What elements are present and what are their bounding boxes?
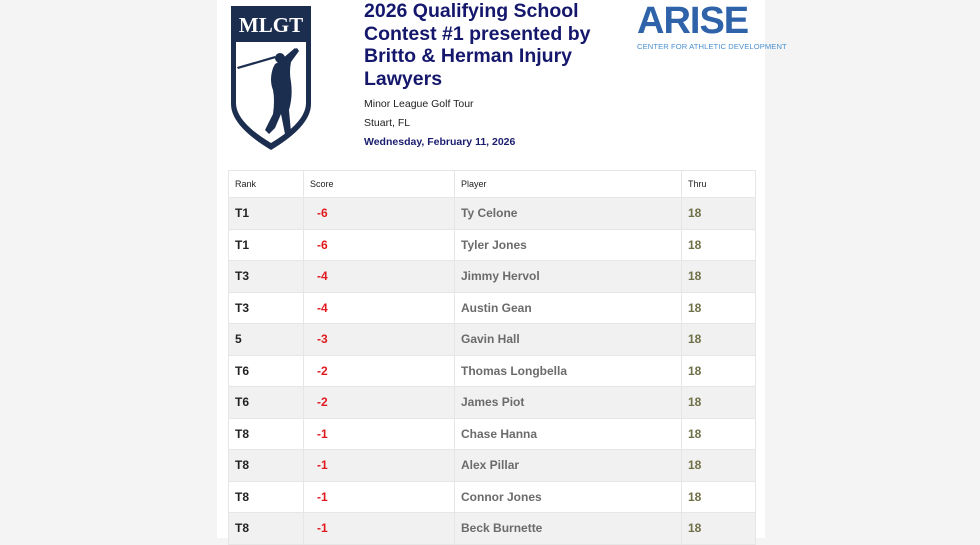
- rank-cell: T8: [229, 450, 304, 482]
- thru-cell: 18: [682, 450, 756, 482]
- arise-logo-word: ARISE: [637, 0, 749, 42]
- rank-cell: T3: [229, 261, 304, 293]
- score-cell: -1: [304, 513, 455, 545]
- table-row[interactable]: [229, 198, 756, 230]
- column-header-rank: Rank: [229, 171, 304, 198]
- thru-cell: 18: [682, 387, 756, 419]
- score-cell: -1: [304, 481, 455, 513]
- column-header-thru: Thru: [682, 171, 756, 198]
- leaderboard-table: [228, 170, 756, 545]
- player-cell[interactable]: Connor Jones: [455, 481, 682, 513]
- table-row[interactable]: [229, 229, 756, 261]
- thru-cell: 18: [682, 292, 756, 324]
- score-cell: -6: [304, 229, 455, 261]
- thru-cell: 18: [682, 229, 756, 261]
- rank-cell: 5: [229, 324, 304, 356]
- player-cell[interactable]: Chase Hanna: [455, 418, 682, 450]
- table-row[interactable]: [229, 292, 756, 324]
- event-title: 2026 Qualifying School Contest #1 presented by Britto & Herman Injury Lawyers: [364, 0, 591, 90]
- score-cell: -2: [304, 387, 455, 419]
- thru-cell: 18: [682, 418, 756, 450]
- column-header-player: Player: [455, 171, 682, 198]
- thru-cell: 18: [682, 261, 756, 293]
- player-cell[interactable]: Ty Celone: [455, 198, 682, 230]
- thru-cell: 18: [682, 355, 756, 387]
- player-cell[interactable]: Austin Gean: [455, 292, 682, 324]
- arise-logo-tagline: CENTER FOR ATHLETIC DEVELOPMENT: [637, 42, 787, 51]
- table-row[interactable]: [229, 513, 756, 545]
- thru-cell: 18: [682, 481, 756, 513]
- tour-name: Minor League Golf Tour: [364, 98, 474, 110]
- player-cell[interactable]: Gavin Hall: [455, 324, 682, 356]
- score-cell: -1: [304, 450, 455, 482]
- mlgt-logo-icon: [229, 4, 313, 152]
- arise-logo: [637, 0, 787, 54]
- table-header-row: [229, 171, 756, 198]
- player-cell[interactable]: Tyler Jones: [455, 229, 682, 261]
- event-location: Stuart, FL: [364, 117, 411, 129]
- player-cell[interactable]: Beck Burnette: [455, 513, 682, 545]
- table-row[interactable]: [229, 355, 756, 387]
- player-cell[interactable]: Alex Pillar: [455, 450, 682, 482]
- leaderboard-page: [217, 0, 787, 538]
- score-cell: -3: [304, 324, 455, 356]
- table-row[interactable]: [229, 418, 756, 450]
- table-row[interactable]: [229, 481, 756, 513]
- svg-text:MLGT: MLGT: [238, 13, 304, 37]
- score-cell: -1: [304, 418, 455, 450]
- thru-cell: 18: [682, 513, 756, 545]
- table-row[interactable]: [229, 261, 756, 293]
- event-date: Wednesday, February 11, 2026: [364, 136, 516, 148]
- table-row[interactable]: [229, 387, 756, 419]
- player-cell[interactable]: Thomas Longbella: [455, 355, 682, 387]
- player-cell[interactable]: James Piot: [455, 387, 682, 419]
- player-cell[interactable]: Jimmy Hervol: [455, 261, 682, 293]
- score-cell: -6: [304, 198, 455, 230]
- thru-cell: 18: [682, 198, 756, 230]
- score-cell: -4: [304, 292, 455, 324]
- table-row[interactable]: [229, 450, 756, 482]
- rank-cell: T8: [229, 418, 304, 450]
- rank-cell: T1: [229, 198, 304, 230]
- column-header-score: Score: [304, 171, 455, 198]
- table-row[interactable]: [229, 324, 756, 356]
- rank-cell: T1: [229, 229, 304, 261]
- event-header: [364, 0, 614, 148]
- rank-cell: T3: [229, 292, 304, 324]
- score-cell: -4: [304, 261, 455, 293]
- rank-cell: T6: [229, 355, 304, 387]
- rank-cell: T6: [229, 387, 304, 419]
- rank-cell: T8: [229, 513, 304, 545]
- score-cell: -2: [304, 355, 455, 387]
- rank-cell: T8: [229, 481, 304, 513]
- thru-cell: 18: [682, 324, 756, 356]
